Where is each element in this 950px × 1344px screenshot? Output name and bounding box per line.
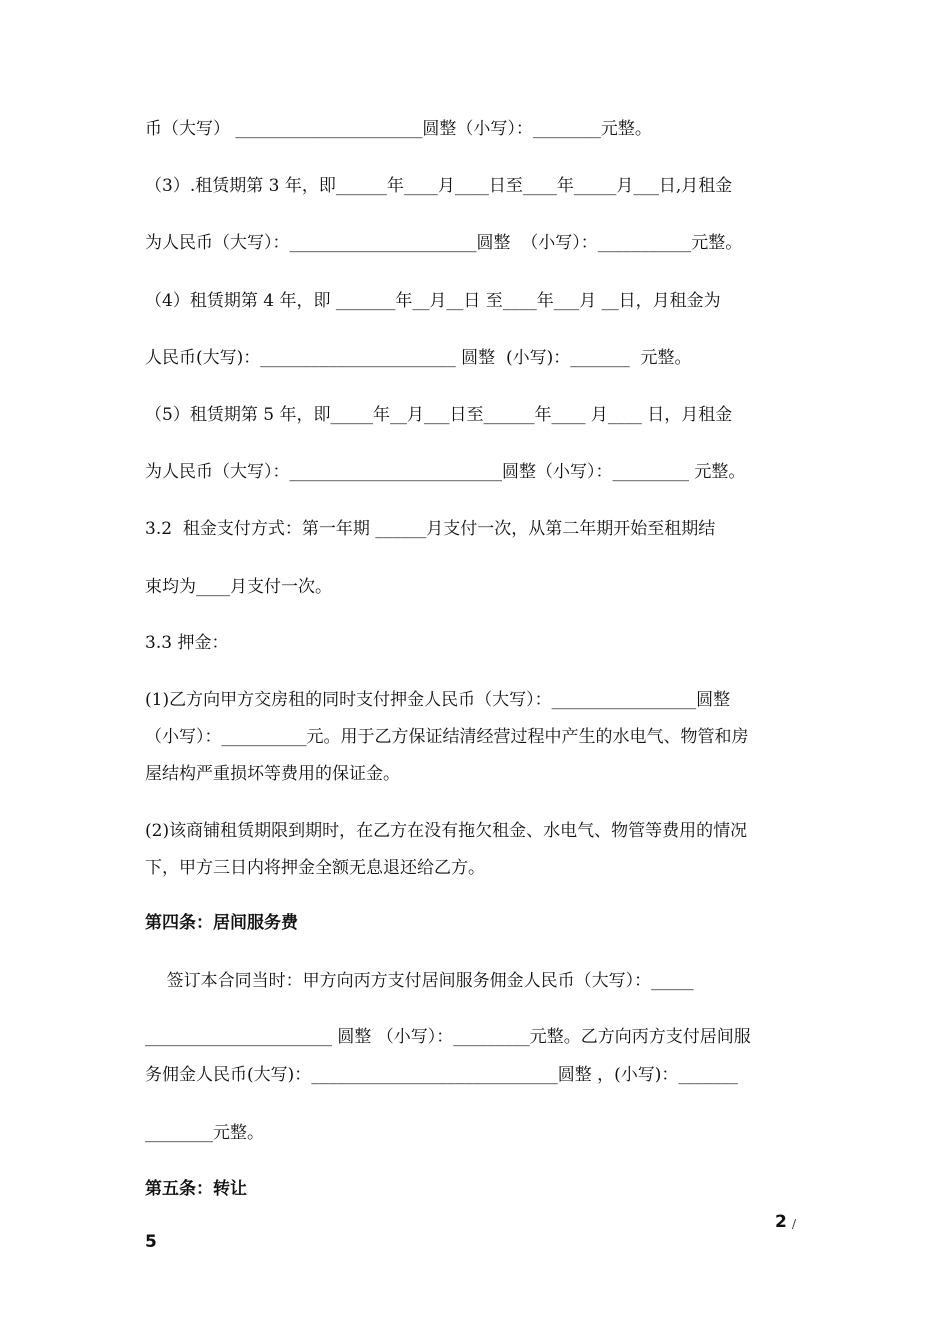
- page-number: 2: [775, 1212, 787, 1232]
- deposit-clause-1: (1)乙方向甲方交房租的同时支付押金人民币（大写）：_________________圆整: [145, 690, 731, 710]
- service-fee-line-2: ______________________ 圆整 （小写）：_________元整。乙方向丙方支付居间服: [145, 1027, 751, 1047]
- rent-year4-period-line: （4）租赁期第 4 年，即 _______年__月__日 至____年___月 __日，月租金为: [145, 291, 721, 311]
- payment-method-line: 3.2 租金支付方式：第一年期 ______月支付一次，从第二年期开始至租期结: [145, 519, 716, 539]
- deposit-clause-1-end: 屋结构严重损坏等费用的保证金。: [145, 764, 400, 784]
- page-separator: /: [792, 1217, 797, 1231]
- rent-year5-period-line: （5）租赁期第 5 年，即_____年__月___日至______年____ 月____ 日，月租金: [145, 405, 733, 425]
- deposit-heading: 3.3 押金：: [145, 633, 229, 653]
- deposit-clause-1-cont: （小写）：__________元。用于乙方保证结清经营过程中产生的水电气、物管和房: [145, 727, 749, 747]
- section-five-heading: 第五条：转让: [145, 1179, 247, 1199]
- rent-year5-amount-line: 为人民币（大写）：_________________________圆整（小写）：_________ 元整。: [145, 462, 746, 482]
- rent-year4-amount-line: 人民币(大写)：_______________________ 圆整 (小写)：_______ 元整。: [145, 348, 692, 368]
- deposit-clause-2: (2)该商铺租赁期限到期时，在乙方在没有拖欠租金、水电气、物管等费用的情况: [145, 821, 748, 841]
- rent-year3-amount-line: 为人民币（大写）：______________________圆整 （小写）：___________元整。: [145, 233, 743, 253]
- payment-method-line-cont: 束均为____月支付一次。: [145, 577, 332, 597]
- deposit-clause-2-cont: 下，甲方三日内将押金全额无息退还给乙方。: [145, 858, 485, 878]
- section-four-heading: 第四条：居间服务费: [145, 913, 298, 933]
- service-fee-line-4: ________元整。: [145, 1123, 264, 1143]
- rent-year2-amount-line: 币（大写） ______________________圆整（小写）：________元整。: [145, 119, 652, 139]
- page-total: 5: [145, 1232, 157, 1252]
- service-fee-line-3: 务佣金人民币(大写)：_____________________________圆整 ，(小写)：_______: [145, 1065, 738, 1085]
- service-fee-line-1: 签订本合同当时：甲方向丙方支付居间服务佣金人民币（大写）：_____: [145, 971, 694, 991]
- rent-year3-period-line: （3）.租赁期第 3 年，即______年____月____日至____年_____月___日,月租金: [145, 176, 733, 196]
